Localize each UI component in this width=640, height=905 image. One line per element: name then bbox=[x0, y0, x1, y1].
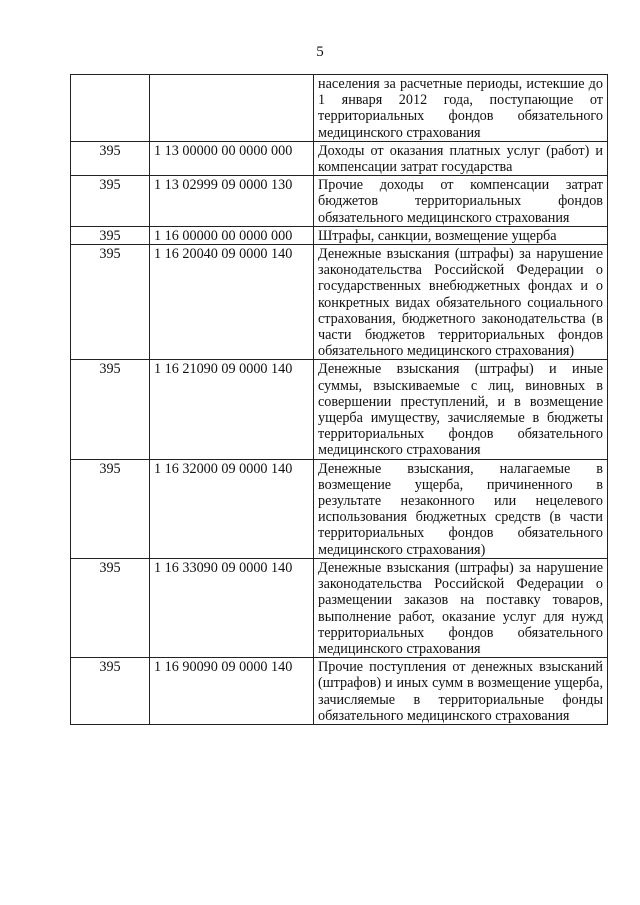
table-row bbox=[71, 459, 608, 558]
table-row bbox=[71, 75, 608, 142]
budget-code-cell bbox=[150, 75, 314, 142]
budget-code-cell: 1 13 02999 09 0000 130 bbox=[150, 176, 314, 227]
admin-code-cell: 395 bbox=[71, 558, 150, 657]
table-body bbox=[71, 75, 608, 725]
budget-code-cell: 1 16 32000 09 0000 140 bbox=[150, 459, 314, 558]
table-row bbox=[71, 558, 608, 657]
budget-code-cell: 1 16 21090 09 0000 140 bbox=[150, 360, 314, 459]
description-cell: Денежные взыскания (штрафы) за нарушение законодательства Российской Федерации о государственных внебюджетных фондах и о конкретных видах обязательного социального страхования, бюджетного законодательства (в части бюджетов территориальных фондов обязательного медицинского страхования) bbox=[314, 245, 608, 360]
table-row bbox=[71, 658, 608, 725]
table-row bbox=[71, 141, 608, 175]
budget-code-cell: 1 16 00000 00 0000 000 bbox=[150, 226, 314, 244]
description-cell: Денежные взыскания (штрафы) за нарушение законодательства Российской Федерации о размещении заказов на поставку товаров, выполнение работ, оказание услуг для нужд территориальных фондов обязательного медицинского страхования bbox=[314, 558, 608, 657]
admin-code-cell: 395 bbox=[71, 245, 150, 360]
table-row bbox=[71, 176, 608, 227]
description-cell: Штрафы, санкции, возмещение ущерба bbox=[314, 226, 608, 244]
admin-code-cell: 395 bbox=[71, 459, 150, 558]
page-number: 5 bbox=[316, 44, 324, 60]
description-cell: Прочие поступления от денежных взысканий (штрафов) и иных сумм в возмещение ущерба, зачисляемые в территориальные фонды обязательного медицинского страхования bbox=[314, 658, 608, 725]
admin-code-cell: 395 bbox=[71, 176, 150, 227]
budget-code-cell: 1 16 20040 09 0000 140 bbox=[150, 245, 314, 360]
admin-code-cell: 395 bbox=[71, 226, 150, 244]
admin-code-cell: 395 bbox=[71, 658, 150, 725]
description-cell: Доходы от оказания платных услуг (работ) и компенсации затрат государства bbox=[314, 141, 608, 175]
description-cell: населения за расчетные периоды, истекшие до 1 января 2012 года, поступающие от территориальных фондов обязательного медицинского страхования bbox=[314, 75, 608, 142]
description-cell: Денежные взыскания (штрафы) и иные суммы, взыскиваемые с лиц, виновных в совершении преступлений, и в возмещение ущерба имуществу, зачисляемые в бюджеты территориальных фондов обязательного медицинского страхования bbox=[314, 360, 608, 459]
table-row bbox=[71, 360, 608, 459]
description-cell: Денежные взыскания, налагаемые в возмещение ущерба, причиненного в результате незаконного или нецелевого использования бюджетных средств (в части территориальных фондов обязательного медицинского страхования) bbox=[314, 459, 608, 558]
table-row bbox=[71, 226, 608, 244]
admin-code-cell: 395 bbox=[71, 360, 150, 459]
budget-code-cell: 1 16 90090 09 0000 140 bbox=[150, 658, 314, 725]
budget-code-cell: 1 16 33090 09 0000 140 bbox=[150, 558, 314, 657]
admin-code-cell bbox=[71, 75, 150, 142]
budget-classification-table bbox=[70, 74, 608, 725]
budget-code-cell: 1 13 00000 00 0000 000 bbox=[150, 141, 314, 175]
admin-code-cell: 395 bbox=[71, 141, 150, 175]
description-cell: Прочие доходы от компенсации затрат бюджетов территориальных фондов обязательного медицинского страхования bbox=[314, 176, 608, 227]
table-row bbox=[71, 245, 608, 360]
